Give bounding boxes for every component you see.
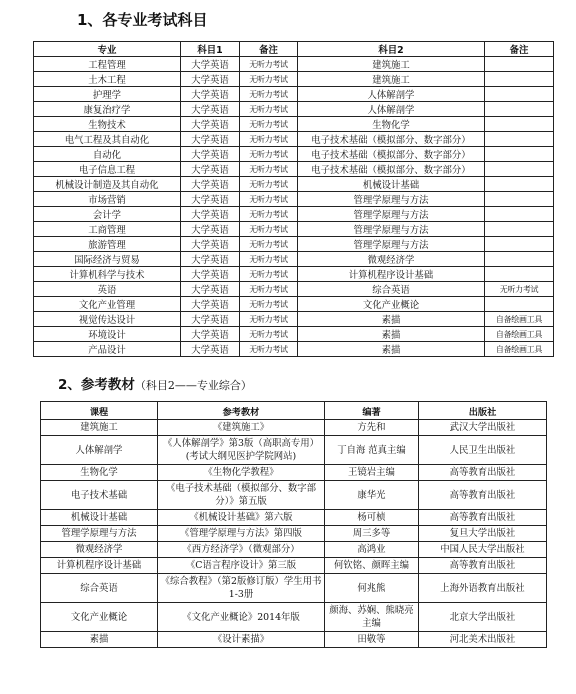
table-row [34,177,554,192]
table-cell: 无听力考试 [240,282,298,297]
table-cell: 康复治疗学 [34,102,181,117]
table-cell: 素描 [298,327,485,342]
table-cell [485,267,554,282]
table-cell: 《文化产业概论》2014年版 [158,603,325,632]
table-cell: 电子技术基础（模拟部分、数字部分） [298,132,485,147]
table-cell: 大学英语 [181,297,240,312]
column-header: 课程 [41,402,158,420]
table-row [34,192,554,207]
table-cell: 康华光 [325,481,419,510]
table-cell: 《建筑施工》 [158,420,325,436]
column-header: 备注 [485,42,554,57]
table-cell: 大学英语 [181,222,240,237]
table-cell: 大学英语 [181,207,240,222]
table-cell: 综合英语 [298,282,485,297]
table-cell: 建筑施工 [41,420,158,436]
table-cell: 生物化学 [41,465,158,481]
table-cell [485,132,554,147]
table-cell: 电子技术基础（模拟部分、数字部分） [298,147,485,162]
table-cell: 微观经济学 [41,542,158,558]
table-cell: 旅游管理 [34,237,181,252]
table-row [41,542,547,558]
reference-books-table [40,401,547,648]
table-cell: 无听力考试 [240,162,298,177]
table-row [34,252,554,267]
table-cell: 自备绘画工具 [485,327,554,342]
table-cell [485,87,554,102]
table-row [41,436,547,465]
table-cell: 素描 [298,342,485,357]
section1-heading: 1、各专业考试科目 [77,11,208,29]
table-cell: 工商管理 [34,222,181,237]
table-cell: 电子技术基础（模拟部分、数字部分） [298,162,485,177]
table-cell: 《C语言程序设计》第三版 [158,558,325,574]
table-cell [485,252,554,267]
table-row [34,222,554,237]
table-cell: 综合英语 [41,574,158,603]
table-cell: 机械设计基础 [298,177,485,192]
table-cell: 管理学原理与方法 [41,526,158,542]
table-cell: 河北美术出版社 [419,632,547,648]
table-cell [485,192,554,207]
table-cell: 《综合教程》（第2版修订版）学生用书1-3册 [158,574,325,603]
table-cell: 大学英语 [181,312,240,327]
table-cell: 《生物化学教程》 [158,465,325,481]
table-cell [485,147,554,162]
table-cell: 管理学原理与方法 [298,192,485,207]
table-cell: 工程管理 [34,57,181,72]
table-cell: 何钦铭、颜晖主编 [325,558,419,574]
table-cell: 建筑施工 [298,72,485,87]
table-cell: 电子信息工程 [34,162,181,177]
table-cell: 电气工程及其自动化 [34,132,181,147]
section2-title: 2、参考教材 [58,377,135,393]
column-header: 专业 [34,42,181,57]
table-cell: 国际经济与贸易 [34,252,181,267]
table-row [34,267,554,282]
table-cell: 无听力考试 [240,177,298,192]
table-cell [485,222,554,237]
exam-subjects-table [33,41,554,357]
table-cell: 会计学 [34,207,181,222]
table-cell: 大学英语 [181,237,240,252]
table-cell: 高等教育出版社 [419,465,547,481]
table-cell: 计算机程序设计基础 [298,267,485,282]
table-row [34,297,554,312]
table-row [34,312,554,327]
table-cell: 大学英语 [181,57,240,72]
table-cell: 中国人民大学出版社 [419,542,547,558]
table-cell: 无听力考试 [240,252,298,267]
column-header: 出版社 [419,402,547,420]
table-cell: 机械设计制造及其自动化 [34,177,181,192]
table-cell: 无听力考试 [240,132,298,147]
table-cell: 《管理学原理与方法》第四版 [158,526,325,542]
table-cell: 微观经济学 [298,252,485,267]
table-cell: 武汉大学出版社 [419,420,547,436]
section2-subtitle: （科目2——专业综合） [134,379,252,392]
table-cell: 大学英语 [181,327,240,342]
table-row [34,117,554,132]
table-cell: 管理学原理与方法 [298,237,485,252]
table-cell: 人民卫生出版社 [419,436,547,465]
table-cell: 高等教育出版社 [419,481,547,510]
table-header-row [41,402,547,420]
table-cell: 大学英语 [181,162,240,177]
table-cell: 高等教育出版社 [419,510,547,526]
table-cell: 文化产业管理 [34,297,181,312]
table-cell: 电子技术基础 [41,481,158,510]
table-row [41,632,547,648]
table-cell: 大学英语 [181,267,240,282]
table-cell [485,237,554,252]
table-cell: 无听力考试 [485,282,554,297]
table-header-row [34,42,554,57]
column-header: 科目2 [298,42,485,57]
table-row [34,237,554,252]
table-cell: 大学英语 [181,282,240,297]
table-cell: 环境设计 [34,327,181,342]
table-cell: 《设计素描》 [158,632,325,648]
table-cell: 田敬等 [325,632,419,648]
table-cell [485,57,554,72]
table-cell: 无听力考试 [240,312,298,327]
table-cell: 自备绘画工具 [485,312,554,327]
table-row [34,102,554,117]
table-cell: 大学英语 [181,192,240,207]
table-cell [485,162,554,177]
table-cell: 人体解剖学 [41,436,158,465]
table-cell: 《机械设计基础》第六版 [158,510,325,526]
table-cell: 《电子技术基础（模拟部分、数字部分）》第五版 [158,481,325,510]
table-cell: 无听力考试 [240,327,298,342]
table-cell: 自动化 [34,147,181,162]
table-cell: 无听力考试 [240,147,298,162]
table-cell: 《人体解剖学》第3版（高职高专用）(考试大纲见医护学院网站) [158,436,325,465]
table-cell: 计算机科学与技术 [34,267,181,282]
table-cell: 无听力考试 [240,237,298,252]
table-cell: 高鸿业 [325,542,419,558]
table-cell: 文化产业概论 [41,603,158,632]
table-cell [485,102,554,117]
table-cell: 王镜岩主编 [325,465,419,481]
table-cell: 无听力考试 [240,207,298,222]
table-cell: 素描 [298,312,485,327]
column-header: 编著 [325,402,419,420]
table-row [34,207,554,222]
table-cell: 大学英语 [181,87,240,102]
table-cell: 大学英语 [181,117,240,132]
table-cell [485,117,554,132]
table-cell: 何兆熊 [325,574,419,603]
table-cell: 大学英语 [181,342,240,357]
table-row [41,465,547,481]
table-row [41,481,547,510]
table-cell: 素描 [41,632,158,648]
table-row [41,574,547,603]
table-cell: 《西方经济学》（微观部分） [158,542,325,558]
table-cell: 生物化学 [298,117,485,132]
table-cell [485,177,554,192]
table-cell: 无听力考试 [240,222,298,237]
table-row [41,420,547,436]
table-cell: 无听力考试 [240,87,298,102]
table-cell: 机械设计基础 [41,510,158,526]
table-cell: 大学英语 [181,177,240,192]
table-cell: 无听力考试 [240,342,298,357]
table-row [34,327,554,342]
table-cell [485,72,554,87]
table-cell: 周三多等 [325,526,419,542]
table-row [34,342,554,357]
table-cell: 无听力考试 [240,267,298,282]
table-cell: 产品设计 [34,342,181,357]
table-cell: 土木工程 [34,72,181,87]
table-cell: 上海外语教育出版社 [419,574,547,603]
table-row [34,132,554,147]
table-cell: 大学英语 [181,102,240,117]
table-row [34,72,554,87]
table-cell: 英语 [34,282,181,297]
table-cell [485,207,554,222]
table-cell: 生物技术 [34,117,181,132]
table-cell: 人体解剖学 [298,102,485,117]
table-cell: 文化产业概论 [298,297,485,312]
table-row [34,162,554,177]
table-cell: 管理学原理与方法 [298,207,485,222]
table-cell: 计算机程序设计基础 [41,558,158,574]
column-header: 科目1 [181,42,240,57]
table-row [41,510,547,526]
table-cell: 无听力考试 [240,102,298,117]
table-cell: 人体解剖学 [298,87,485,102]
table-cell: 护理学 [34,87,181,102]
table-cell: 自备绘画工具 [485,342,554,357]
table-row [34,57,554,72]
table-cell: 视觉传达设计 [34,312,181,327]
table-cell: 无听力考试 [240,117,298,132]
table-cell: 大学英语 [181,252,240,267]
table-cell: 无听力考试 [240,57,298,72]
table-cell: 北京大学出版社 [419,603,547,632]
section2-heading [58,373,252,393]
table-row [41,558,547,574]
table-cell: 市场营销 [34,192,181,207]
table-cell: 杨可桢 [325,510,419,526]
table-cell: 大学英语 [181,147,240,162]
table-cell: 高等教育出版社 [419,558,547,574]
table-cell: 建筑施工 [298,57,485,72]
table-cell: 方先和 [325,420,419,436]
table-row [34,87,554,102]
column-header: 参考教材 [158,402,325,420]
table-cell: 大学英语 [181,72,240,87]
table-cell: 丁自海 范真主编 [325,436,419,465]
table-row [41,526,547,542]
table-cell: 无听力考试 [240,192,298,207]
table-cell: 复旦大学出版社 [419,526,547,542]
table-cell: 管理学原理与方法 [298,222,485,237]
table-cell: 无听力考试 [240,297,298,312]
table-cell: 无听力考试 [240,72,298,87]
table-cell: 大学英语 [181,132,240,147]
table-row [34,282,554,297]
table-row [41,603,547,632]
table-cell: 颜海、苏娴、熊晓亮主编 [325,603,419,632]
table-cell [485,297,554,312]
table-row [34,147,554,162]
column-header: 备注 [240,42,298,57]
